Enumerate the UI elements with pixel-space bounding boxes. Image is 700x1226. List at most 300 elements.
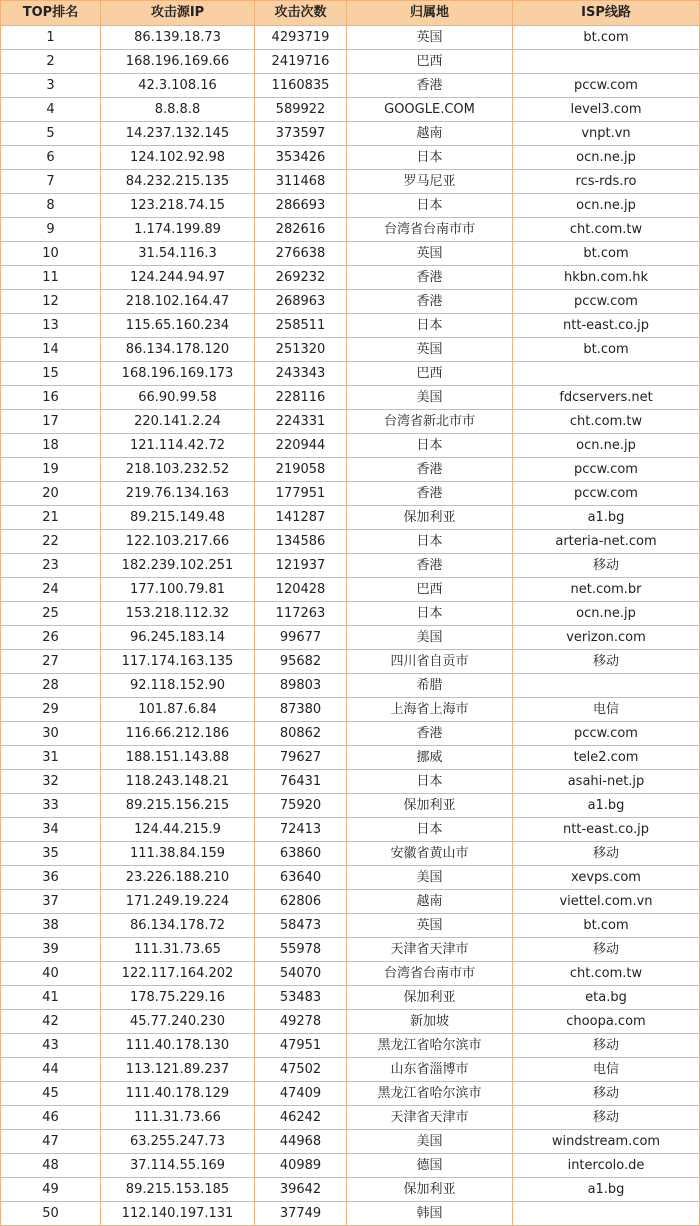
cell-isp: viettel.com.vn bbox=[513, 890, 700, 914]
cell-isp: 移动 bbox=[513, 650, 700, 674]
cell-location: 香港 bbox=[347, 266, 513, 290]
cell-isp bbox=[513, 362, 700, 386]
cell-isp: bt.com bbox=[513, 26, 700, 50]
cell-count: 44968 bbox=[255, 1130, 347, 1154]
cell-location: 美国 bbox=[347, 866, 513, 890]
cell-count: 76431 bbox=[255, 770, 347, 794]
cell-isp: bt.com bbox=[513, 914, 700, 938]
cell-count: 219058 bbox=[255, 458, 347, 482]
table-row bbox=[1, 386, 700, 410]
table-row bbox=[1, 1130, 700, 1154]
cell-location: 香港 bbox=[347, 722, 513, 746]
cell-location: 英国 bbox=[347, 26, 513, 50]
table-row bbox=[1, 314, 700, 338]
cell-location: 日本 bbox=[347, 770, 513, 794]
cell-rank: 26 bbox=[1, 626, 101, 650]
table-row bbox=[1, 434, 700, 458]
cell-rank: 41 bbox=[1, 986, 101, 1010]
cell-count: 589922 bbox=[255, 98, 347, 122]
cell-ip: 117.174.163.135 bbox=[101, 650, 255, 674]
cell-ip: 112.140.197.131 bbox=[101, 1202, 255, 1226]
header-count: 攻击次数 bbox=[255, 1, 347, 26]
cell-isp: 移动 bbox=[513, 1082, 700, 1106]
cell-rank: 3 bbox=[1, 74, 101, 98]
cell-ip: 124.102.92.98 bbox=[101, 146, 255, 170]
table-row bbox=[1, 1058, 700, 1082]
cell-count: 63640 bbox=[255, 866, 347, 890]
cell-location: 香港 bbox=[347, 482, 513, 506]
table-row bbox=[1, 50, 700, 74]
cell-ip: 45.77.240.230 bbox=[101, 1010, 255, 1034]
table-row bbox=[1, 194, 700, 218]
cell-ip: 86.134.178.72 bbox=[101, 914, 255, 938]
cell-ip: 113.121.89.237 bbox=[101, 1058, 255, 1082]
cell-count: 353426 bbox=[255, 146, 347, 170]
cell-isp: hkbn.com.hk bbox=[513, 266, 700, 290]
table-row bbox=[1, 242, 700, 266]
cell-rank: 18 bbox=[1, 434, 101, 458]
cell-ip: 96.245.183.14 bbox=[101, 626, 255, 650]
cell-rank: 43 bbox=[1, 1034, 101, 1058]
cell-rank: 11 bbox=[1, 266, 101, 290]
cell-ip: 124.244.94.97 bbox=[101, 266, 255, 290]
cell-rank: 5 bbox=[1, 122, 101, 146]
cell-rank: 42 bbox=[1, 1010, 101, 1034]
table-row bbox=[1, 506, 700, 530]
cell-location: 日本 bbox=[347, 146, 513, 170]
cell-isp: 移动 bbox=[513, 842, 700, 866]
cell-ip: 116.66.212.186 bbox=[101, 722, 255, 746]
table-row bbox=[1, 458, 700, 482]
table-row bbox=[1, 290, 700, 314]
cell-isp: a1.bg bbox=[513, 506, 700, 530]
cell-isp bbox=[513, 1202, 700, 1226]
cell-ip: 118.243.148.21 bbox=[101, 770, 255, 794]
cell-rank: 37 bbox=[1, 890, 101, 914]
cell-location: 香港 bbox=[347, 74, 513, 98]
cell-count: 269232 bbox=[255, 266, 347, 290]
cell-count: 220944 bbox=[255, 434, 347, 458]
cell-location: 美国 bbox=[347, 1130, 513, 1154]
cell-isp bbox=[513, 674, 700, 698]
cell-rank: 16 bbox=[1, 386, 101, 410]
cell-location: 越南 bbox=[347, 890, 513, 914]
cell-ip: 168.196.169.66 bbox=[101, 50, 255, 74]
cell-rank: 4 bbox=[1, 98, 101, 122]
cell-isp: ocn.ne.jp bbox=[513, 194, 700, 218]
cell-location: 德国 bbox=[347, 1154, 513, 1178]
cell-count: 39642 bbox=[255, 1178, 347, 1202]
cell-rank: 6 bbox=[1, 146, 101, 170]
cell-location: 台湾省台南市市 bbox=[347, 218, 513, 242]
cell-isp: 移动 bbox=[513, 1106, 700, 1130]
cell-isp: intercolo.de bbox=[513, 1154, 700, 1178]
cell-location: 巴西 bbox=[347, 50, 513, 74]
cell-count: 311468 bbox=[255, 170, 347, 194]
cell-location: 日本 bbox=[347, 434, 513, 458]
cell-rank: 19 bbox=[1, 458, 101, 482]
cell-location: 日本 bbox=[347, 194, 513, 218]
table-row bbox=[1, 410, 700, 434]
cell-location: 英国 bbox=[347, 914, 513, 938]
cell-ip: 111.31.73.66 bbox=[101, 1106, 255, 1130]
header-location: 归属地 bbox=[347, 1, 513, 26]
cell-rank: 50 bbox=[1, 1202, 101, 1226]
cell-location: 四川省自贡市 bbox=[347, 650, 513, 674]
cell-ip: 89.215.156.215 bbox=[101, 794, 255, 818]
cell-location: 巴西 bbox=[347, 362, 513, 386]
cell-location: 保加利亚 bbox=[347, 986, 513, 1010]
table-row bbox=[1, 746, 700, 770]
table-row bbox=[1, 1010, 700, 1034]
table-row bbox=[1, 578, 700, 602]
cell-ip: 111.40.178.130 bbox=[101, 1034, 255, 1058]
cell-rank: 34 bbox=[1, 818, 101, 842]
cell-isp: pccw.com bbox=[513, 290, 700, 314]
cell-isp: rcs-rds.ro bbox=[513, 170, 700, 194]
cell-ip: 63.255.247.73 bbox=[101, 1130, 255, 1154]
cell-rank: 24 bbox=[1, 578, 101, 602]
cell-count: 276638 bbox=[255, 242, 347, 266]
table-row bbox=[1, 218, 700, 242]
cell-location: 美国 bbox=[347, 386, 513, 410]
cell-count: 243343 bbox=[255, 362, 347, 386]
cell-count: 1160835 bbox=[255, 74, 347, 98]
cell-ip: 14.237.132.145 bbox=[101, 122, 255, 146]
cell-count: 177951 bbox=[255, 482, 347, 506]
cell-count: 95682 bbox=[255, 650, 347, 674]
cell-rank: 31 bbox=[1, 746, 101, 770]
cell-count: 228116 bbox=[255, 386, 347, 410]
table-row bbox=[1, 554, 700, 578]
table-row bbox=[1, 890, 700, 914]
cell-location: 天津省天津市 bbox=[347, 938, 513, 962]
cell-location: 罗马尼亚 bbox=[347, 170, 513, 194]
table-row bbox=[1, 1034, 700, 1058]
cell-isp: bt.com bbox=[513, 338, 700, 362]
cell-isp: windstream.com bbox=[513, 1130, 700, 1154]
cell-rank: 17 bbox=[1, 410, 101, 434]
cell-location: 上海省上海市 bbox=[347, 698, 513, 722]
cell-count: 47409 bbox=[255, 1082, 347, 1106]
cell-rank: 13 bbox=[1, 314, 101, 338]
cell-ip: 37.114.55.169 bbox=[101, 1154, 255, 1178]
header-rank: TOP排名 bbox=[1, 1, 101, 26]
cell-count: 47502 bbox=[255, 1058, 347, 1082]
cell-rank: 46 bbox=[1, 1106, 101, 1130]
cell-ip: 111.38.84.159 bbox=[101, 842, 255, 866]
table-row bbox=[1, 1154, 700, 1178]
cell-location: 香港 bbox=[347, 458, 513, 482]
table-row bbox=[1, 362, 700, 386]
cell-count: 37749 bbox=[255, 1202, 347, 1226]
table-row bbox=[1, 530, 700, 554]
cell-rank: 12 bbox=[1, 290, 101, 314]
cell-ip: 84.232.215.135 bbox=[101, 170, 255, 194]
cell-isp: xevps.com bbox=[513, 866, 700, 890]
cell-isp: pccw.com bbox=[513, 482, 700, 506]
cell-location: 巴西 bbox=[347, 578, 513, 602]
table-row bbox=[1, 794, 700, 818]
cell-location: 新加坡 bbox=[347, 1010, 513, 1034]
cell-location: 香港 bbox=[347, 554, 513, 578]
cell-location: 天津省天津市 bbox=[347, 1106, 513, 1130]
cell-ip: 66.90.99.58 bbox=[101, 386, 255, 410]
cell-count: 89803 bbox=[255, 674, 347, 698]
cell-count: 55978 bbox=[255, 938, 347, 962]
cell-ip: 182.239.102.251 bbox=[101, 554, 255, 578]
cell-isp: choopa.com bbox=[513, 1010, 700, 1034]
cell-isp: cht.com.tw bbox=[513, 218, 700, 242]
table-row bbox=[1, 866, 700, 890]
table-row bbox=[1, 1178, 700, 1202]
cell-isp: 电信 bbox=[513, 698, 700, 722]
table-row bbox=[1, 122, 700, 146]
cell-location: 英国 bbox=[347, 242, 513, 266]
cell-location: 日本 bbox=[347, 530, 513, 554]
cell-isp: verizon.com bbox=[513, 626, 700, 650]
cell-count: 286693 bbox=[255, 194, 347, 218]
cell-ip: 111.31.73.65 bbox=[101, 938, 255, 962]
cell-count: 99677 bbox=[255, 626, 347, 650]
cell-rank: 32 bbox=[1, 770, 101, 794]
table-row bbox=[1, 650, 700, 674]
cell-isp: net.com.br bbox=[513, 578, 700, 602]
table-row bbox=[1, 170, 700, 194]
cell-rank: 25 bbox=[1, 602, 101, 626]
header-ip: 攻击源IP bbox=[101, 1, 255, 26]
cell-location: 台湾省新北市市 bbox=[347, 410, 513, 434]
cell-count: 134586 bbox=[255, 530, 347, 554]
cell-location: 安徽省黄山市 bbox=[347, 842, 513, 866]
cell-location: 台湾省台南市市 bbox=[347, 962, 513, 986]
cell-ip: 42.3.108.16 bbox=[101, 74, 255, 98]
cell-count: 268963 bbox=[255, 290, 347, 314]
cell-count: 141287 bbox=[255, 506, 347, 530]
cell-ip: 124.44.215.9 bbox=[101, 818, 255, 842]
table-row bbox=[1, 842, 700, 866]
cell-ip: 86.134.178.120 bbox=[101, 338, 255, 362]
cell-count: 75920 bbox=[255, 794, 347, 818]
cell-ip: 86.139.18.73 bbox=[101, 26, 255, 50]
cell-rank: 23 bbox=[1, 554, 101, 578]
cell-location: 挪威 bbox=[347, 746, 513, 770]
cell-ip: 123.218.74.15 bbox=[101, 194, 255, 218]
cell-count: 58473 bbox=[255, 914, 347, 938]
table-row bbox=[1, 482, 700, 506]
cell-rank: 10 bbox=[1, 242, 101, 266]
cell-count: 251320 bbox=[255, 338, 347, 362]
cell-ip: 188.151.143.88 bbox=[101, 746, 255, 770]
table-row bbox=[1, 1202, 700, 1226]
table-row bbox=[1, 722, 700, 746]
cell-isp: eta.bg bbox=[513, 986, 700, 1010]
header-isp: ISP线路 bbox=[513, 1, 700, 26]
table-row bbox=[1, 626, 700, 650]
cell-ip: 8.8.8.8 bbox=[101, 98, 255, 122]
table-row bbox=[1, 98, 700, 122]
cell-ip: 219.76.134.163 bbox=[101, 482, 255, 506]
cell-count: 117263 bbox=[255, 602, 347, 626]
cell-ip: 111.40.178.129 bbox=[101, 1082, 255, 1106]
cell-location: 保加利亚 bbox=[347, 506, 513, 530]
cell-location: 保加利亚 bbox=[347, 1178, 513, 1202]
cell-isp: a1.bg bbox=[513, 794, 700, 818]
cell-rank: 47 bbox=[1, 1130, 101, 1154]
cell-ip: 218.103.232.52 bbox=[101, 458, 255, 482]
cell-rank: 14 bbox=[1, 338, 101, 362]
cell-count: 62806 bbox=[255, 890, 347, 914]
cell-rank: 1 bbox=[1, 26, 101, 50]
cell-count: 46242 bbox=[255, 1106, 347, 1130]
cell-count: 120428 bbox=[255, 578, 347, 602]
cell-ip: 153.218.112.32 bbox=[101, 602, 255, 626]
table-header-row bbox=[1, 1, 700, 26]
cell-ip: 23.226.188.210 bbox=[101, 866, 255, 890]
cell-location: 日本 bbox=[347, 314, 513, 338]
table-row bbox=[1, 266, 700, 290]
cell-ip: 89.215.153.185 bbox=[101, 1178, 255, 1202]
cell-isp bbox=[513, 50, 700, 74]
cell-isp: cht.com.tw bbox=[513, 962, 700, 986]
table-row bbox=[1, 1082, 700, 1106]
cell-count: 224331 bbox=[255, 410, 347, 434]
cell-location: 日本 bbox=[347, 602, 513, 626]
cell-rank: 20 bbox=[1, 482, 101, 506]
table-row bbox=[1, 1106, 700, 1130]
cell-ip: 31.54.116.3 bbox=[101, 242, 255, 266]
cell-location: 保加利亚 bbox=[347, 794, 513, 818]
cell-location: 黑龙江省哈尔滨市 bbox=[347, 1082, 513, 1106]
cell-isp: cht.com.tw bbox=[513, 410, 700, 434]
cell-isp: vnpt.vn bbox=[513, 122, 700, 146]
cell-location: 希腊 bbox=[347, 674, 513, 698]
cell-rank: 2 bbox=[1, 50, 101, 74]
cell-count: 121937 bbox=[255, 554, 347, 578]
cell-isp: ntt-east.co.jp bbox=[513, 818, 700, 842]
cell-isp: pccw.com bbox=[513, 74, 700, 98]
cell-ip: 218.102.164.47 bbox=[101, 290, 255, 314]
cell-ip: 1.174.199.89 bbox=[101, 218, 255, 242]
cell-rank: 29 bbox=[1, 698, 101, 722]
cell-rank: 8 bbox=[1, 194, 101, 218]
cell-ip: 101.87.6.84 bbox=[101, 698, 255, 722]
table-row bbox=[1, 914, 700, 938]
cell-count: 63860 bbox=[255, 842, 347, 866]
cell-ip: 122.117.164.202 bbox=[101, 962, 255, 986]
cell-count: 40989 bbox=[255, 1154, 347, 1178]
cell-isp: ocn.ne.jp bbox=[513, 602, 700, 626]
table-row bbox=[1, 938, 700, 962]
cell-location: 韩国 bbox=[347, 1202, 513, 1226]
cell-isp: a1.bg bbox=[513, 1178, 700, 1202]
cell-rank: 30 bbox=[1, 722, 101, 746]
table-row bbox=[1, 770, 700, 794]
cell-rank: 27 bbox=[1, 650, 101, 674]
cell-rank: 9 bbox=[1, 218, 101, 242]
cell-location: 香港 bbox=[347, 290, 513, 314]
table-row bbox=[1, 674, 700, 698]
cell-isp: ntt-east.co.jp bbox=[513, 314, 700, 338]
table-row bbox=[1, 74, 700, 98]
cell-rank: 33 bbox=[1, 794, 101, 818]
cell-isp: tele2.com bbox=[513, 746, 700, 770]
cell-rank: 49 bbox=[1, 1178, 101, 1202]
cell-rank: 35 bbox=[1, 842, 101, 866]
cell-rank: 44 bbox=[1, 1058, 101, 1082]
cell-rank: 40 bbox=[1, 962, 101, 986]
cell-count: 373597 bbox=[255, 122, 347, 146]
cell-rank: 21 bbox=[1, 506, 101, 530]
cell-count: 54070 bbox=[255, 962, 347, 986]
cell-location: 美国 bbox=[347, 626, 513, 650]
cell-count: 4293719 bbox=[255, 26, 347, 50]
cell-isp: pccw.com bbox=[513, 458, 700, 482]
cell-count: 49278 bbox=[255, 1010, 347, 1034]
cell-ip: 168.196.169.173 bbox=[101, 362, 255, 386]
cell-count: 47951 bbox=[255, 1034, 347, 1058]
cell-isp: level3.com bbox=[513, 98, 700, 122]
cell-isp: ocn.ne.jp bbox=[513, 146, 700, 170]
cell-location: 山东省淄博市 bbox=[347, 1058, 513, 1082]
cell-isp: ocn.ne.jp bbox=[513, 434, 700, 458]
cell-rank: 22 bbox=[1, 530, 101, 554]
cell-isp: bt.com bbox=[513, 242, 700, 266]
cell-isp: 电信 bbox=[513, 1058, 700, 1082]
cell-isp: fdcservers.net bbox=[513, 386, 700, 410]
cell-location: GOOGLE.COM bbox=[347, 98, 513, 122]
cell-rank: 39 bbox=[1, 938, 101, 962]
cell-count: 2419716 bbox=[255, 50, 347, 74]
cell-ip: 171.249.19.224 bbox=[101, 890, 255, 914]
table-row bbox=[1, 818, 700, 842]
cell-isp: 移动 bbox=[513, 938, 700, 962]
cell-rank: 48 bbox=[1, 1154, 101, 1178]
table-row bbox=[1, 986, 700, 1010]
cell-ip: 121.114.42.72 bbox=[101, 434, 255, 458]
cell-rank: 45 bbox=[1, 1082, 101, 1106]
table-row bbox=[1, 698, 700, 722]
cell-isp: 移动 bbox=[513, 554, 700, 578]
cell-location: 越南 bbox=[347, 122, 513, 146]
cell-isp: pccw.com bbox=[513, 722, 700, 746]
table-row bbox=[1, 962, 700, 986]
cell-count: 72413 bbox=[255, 818, 347, 842]
cell-ip: 220.141.2.24 bbox=[101, 410, 255, 434]
cell-isp: asahi-net.jp bbox=[513, 770, 700, 794]
cell-ip: 115.65.160.234 bbox=[101, 314, 255, 338]
cell-count: 282616 bbox=[255, 218, 347, 242]
cell-rank: 38 bbox=[1, 914, 101, 938]
cell-rank: 15 bbox=[1, 362, 101, 386]
cell-count: 80862 bbox=[255, 722, 347, 746]
cell-ip: 89.215.149.48 bbox=[101, 506, 255, 530]
cell-ip: 92.118.152.90 bbox=[101, 674, 255, 698]
cell-isp: 移动 bbox=[513, 1034, 700, 1058]
cell-count: 79627 bbox=[255, 746, 347, 770]
cell-location: 日本 bbox=[347, 818, 513, 842]
cell-location: 英国 bbox=[347, 338, 513, 362]
table-row bbox=[1, 146, 700, 170]
table-row bbox=[1, 602, 700, 626]
cell-rank: 28 bbox=[1, 674, 101, 698]
cell-rank: 7 bbox=[1, 170, 101, 194]
cell-ip: 122.103.217.66 bbox=[101, 530, 255, 554]
cell-count: 53483 bbox=[255, 986, 347, 1010]
table-row bbox=[1, 26, 700, 50]
cell-location: 黑龙江省哈尔滨市 bbox=[347, 1034, 513, 1058]
table-row bbox=[1, 338, 700, 362]
